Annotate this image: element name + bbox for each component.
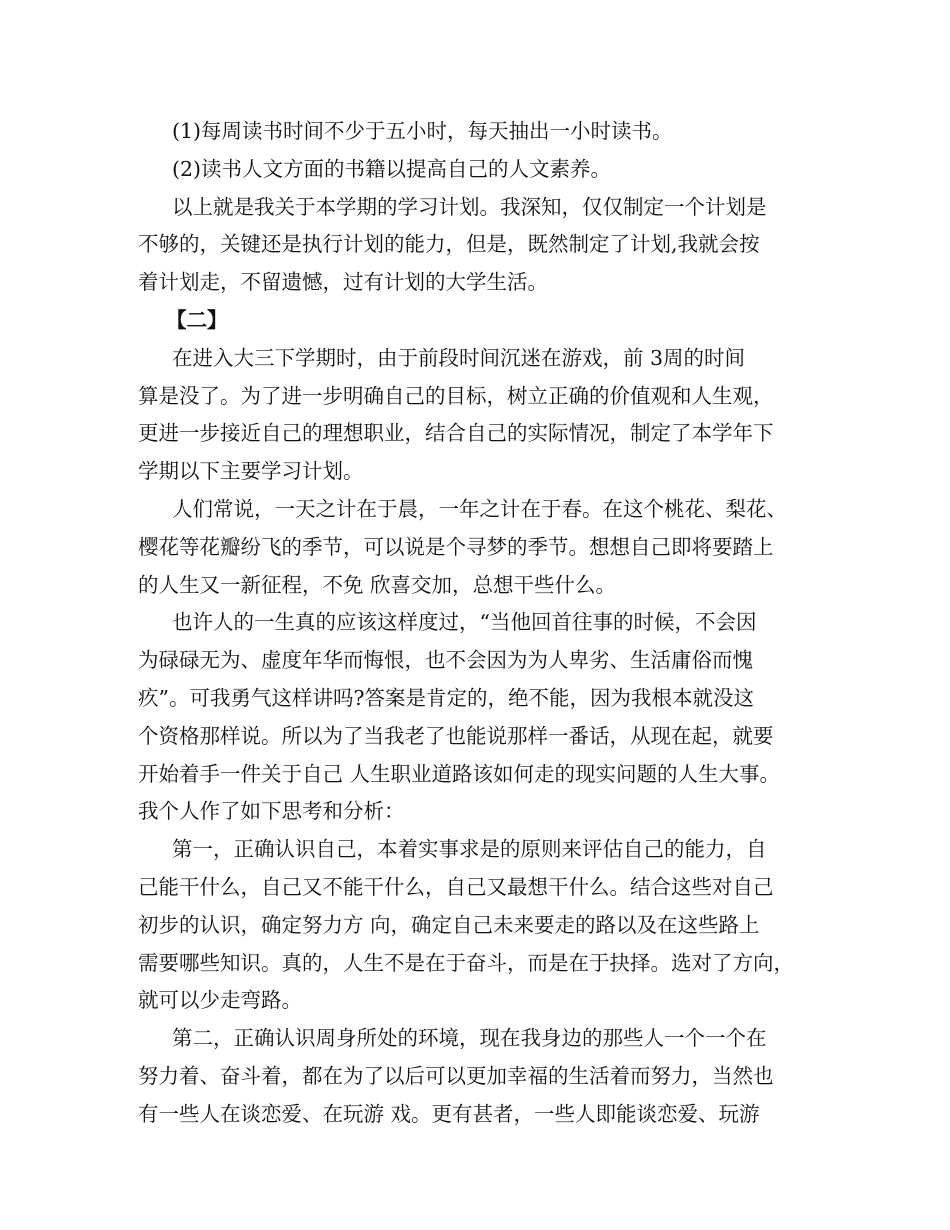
text-line: (1)每周读书时间不少于五小时，每天抽出一小时读书。 bbox=[172, 119, 673, 143]
text-line: 我个人作了如下思考和分析： bbox=[138, 799, 405, 824]
text-line: (2)读书人文方面的书籍以提高自己的人文素养。 bbox=[172, 156, 612, 181]
text-line: 的人生又一新征程，不免 欣喜交加，总想干些什么。 bbox=[138, 572, 617, 597]
text-line: 初步的认识，确定努力方 向，确定自己未来要走的路以及在这些路上 bbox=[138, 912, 760, 937]
text-line: 算是没了。为了进一步明确自己的目标，树立正确的价值观和人生观， bbox=[138, 383, 774, 408]
text-line: 疚”。可我勇气这样讲吗?答案是肯定的，绝不能，因为我根本就没这 bbox=[138, 685, 754, 710]
text-line: 第一，正确认识自己，本着实事求是的原则来评估自己的能力，自 bbox=[172, 837, 767, 862]
document-body bbox=[138, 113, 818, 1134]
text-line: 为碌碌无为、虚度年华而悔恨，也不会因为为人卑劣、生活庸俗而愧 bbox=[138, 648, 753, 673]
text-line: 着计划走，不留遗憾，过有计划的大学生活。 bbox=[138, 270, 548, 295]
text-line: 需要哪些知识。真的，人生不是在于奋斗，而是在于抉择。选对了方向， bbox=[138, 950, 794, 975]
text-line: 以上就是我关于本学期的学习计划。我深知，仅仅制定一个计划是 bbox=[172, 194, 767, 219]
text-line: 个资格那样说。所以为了当我老了也能说那样一番话，从现在起，就要 bbox=[138, 723, 774, 748]
text-line: 学期以下主要学习计划。 bbox=[138, 459, 364, 484]
section-heading: 【二】 bbox=[166, 307, 228, 332]
text-line: 就可以少走弯路。 bbox=[138, 988, 302, 1013]
text-line: 更进一步接近自己的理想职业，结合自己的实际情况，制定了本学年下 bbox=[138, 421, 774, 446]
text-line: 在进入大三下学期时，由于前段时间沉迷在游戏，前 3周的时间 bbox=[172, 345, 746, 370]
text-line: 开始着手一件关于自己 人生职业道路该如何走的现实问题的人生大事。 bbox=[138, 761, 781, 786]
text-line: 努力着、奋斗着，都在为了以后可以更加幸福的生活着而努力，当然也 bbox=[138, 1063, 774, 1088]
text-line: 人们常说，一天之计在于晨，一年之计在于春。在这个桃花、梨花、 bbox=[172, 496, 787, 521]
text-line: 不够的，关键还是执行计划的能力，但是，既然制定了计划,我就会按 bbox=[138, 232, 760, 257]
text-line: 己能干什么，自己又不能干什么，自己又最想干什么。结合这些对自己 bbox=[138, 874, 774, 899]
text-line: 樱花等花瓣纷飞的季节，可以说是个寻梦的季节。想想自己即将要踏上 bbox=[138, 534, 774, 559]
text-line: 第二，正确认识周身所处的环境，现在我身边的那些人一个一个在 bbox=[172, 1026, 767, 1051]
text-line: 有一些人在谈恋爱、在玩游 戏。更有甚者，一些人即能谈恋爱、玩游 bbox=[138, 1101, 760, 1126]
text-line: 也许人的一生真的应该这样度过，“当他回首往事的时候，不会因 bbox=[172, 610, 757, 635]
